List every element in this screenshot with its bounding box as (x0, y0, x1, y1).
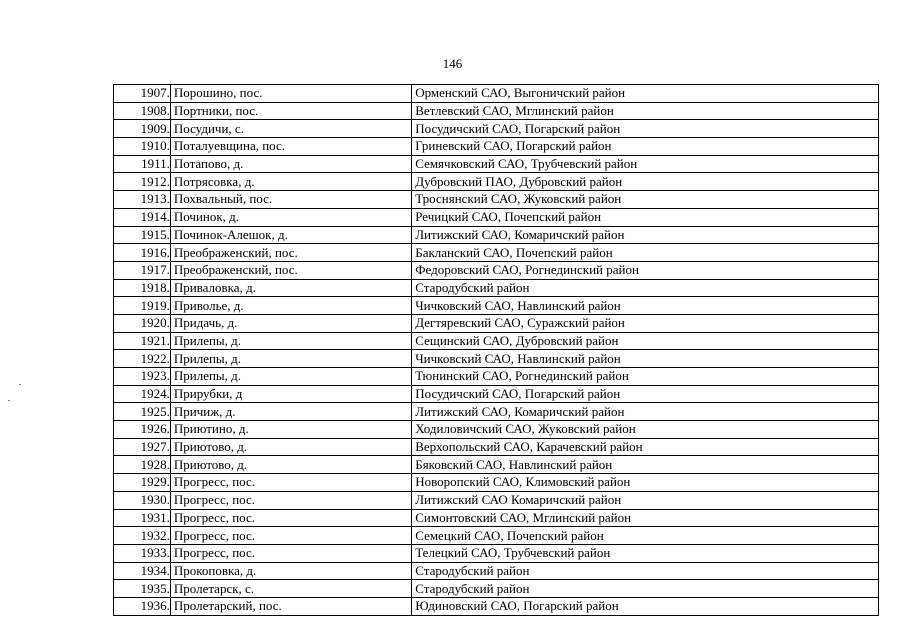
settlement-name: Приютово, д. (170, 438, 411, 456)
table-row (114, 403, 879, 421)
row-number: 1907. (114, 85, 171, 103)
table-row (114, 138, 879, 156)
row-number: 1934. (114, 562, 171, 580)
settlement-name: Прогресс, пос. (170, 491, 411, 509)
row-number: 1911. (114, 155, 171, 173)
settlement-name: Потрясовка, д. (170, 173, 411, 191)
district-name: Стародубский район (412, 279, 879, 297)
settlement-name: Приволье, д. (170, 297, 411, 315)
settlement-name: Придачь, д. (170, 314, 411, 332)
table-row (114, 297, 879, 315)
table-row (114, 421, 879, 439)
district-name: Симонтовский САО, Мглинский район (412, 509, 879, 527)
table-row (114, 562, 879, 580)
district-name: Стародубский район (412, 562, 879, 580)
row-number: 1935. (114, 580, 171, 598)
table-row (114, 208, 879, 226)
row-number: 1910. (114, 138, 171, 156)
district-name: Чичковский САО, Навлинский район (412, 297, 879, 315)
row-number: 1926. (114, 421, 171, 439)
row-number: 1908. (114, 102, 171, 120)
district-name: Юдиновский САО, Погарский район (412, 597, 879, 615)
row-number: 1925. (114, 403, 171, 421)
row-number: 1914. (114, 208, 171, 226)
settlement-name: Преображенский, пос. (170, 261, 411, 279)
settlement-name: Пролетарский, пос. (170, 597, 411, 615)
table-row (114, 544, 879, 562)
settlement-name: Преображенский, пос. (170, 244, 411, 262)
table-row (114, 332, 879, 350)
row-number: 1922. (114, 350, 171, 368)
district-name: Литижский САО, Комаричский район (412, 403, 879, 421)
table-row (114, 85, 879, 103)
table-row (114, 491, 879, 509)
district-name: Бяковский САО, Навлинский район (412, 456, 879, 474)
row-number: 1923. (114, 368, 171, 386)
row-number: 1936. (114, 597, 171, 615)
table-row (114, 244, 879, 262)
table-row (114, 314, 879, 332)
district-name: Семячковский САО, Трубчевский район (412, 155, 879, 173)
settlement-name: Причиж, д. (170, 403, 411, 421)
district-name: Верхопольский САО, Карачевский район (412, 438, 879, 456)
row-number: 1919. (114, 297, 171, 315)
settlement-name: Прогресс, пос. (170, 509, 411, 527)
scan-speck (19, 384, 21, 385)
settlements-table (113, 84, 879, 616)
row-number: 1933. (114, 544, 171, 562)
row-number: 1916. (114, 244, 171, 262)
row-number: 1928. (114, 456, 171, 474)
district-name: Посудичский САО, Погарский район (412, 385, 879, 403)
table-row (114, 350, 879, 368)
settlement-name: Посудичи, с. (170, 120, 411, 138)
table-row (114, 456, 879, 474)
settlement-name: Приютино, д. (170, 421, 411, 439)
row-number: 1915. (114, 226, 171, 244)
table-row (114, 261, 879, 279)
table-row (114, 368, 879, 386)
settlement-name: Прилепы, д. (170, 368, 411, 386)
settlement-name: Прогресс, пос. (170, 474, 411, 492)
table-row (114, 597, 879, 615)
row-number: 1930. (114, 491, 171, 509)
district-name: Тюнинский САО, Рогнединский район (412, 368, 879, 386)
table-row (114, 102, 879, 120)
row-number: 1909. (114, 120, 171, 138)
row-number: 1927. (114, 438, 171, 456)
district-name: Троснянский САО, Жуковский район (412, 191, 879, 209)
district-name: Посудичский САО, Погарский район (412, 120, 879, 138)
settlements-table-body (114, 85, 879, 616)
district-name: Дубровский ПАО, Дубровский район (412, 173, 879, 191)
district-name: Литижский САО Комаричский район (412, 491, 879, 509)
row-number: 1921. (114, 332, 171, 350)
table-row (114, 226, 879, 244)
district-name: Стародубский район (412, 580, 879, 598)
table-row (114, 580, 879, 598)
table-row (114, 279, 879, 297)
scan-speck (8, 400, 10, 401)
row-number: 1924. (114, 385, 171, 403)
district-name: Дегтяревский САО, Суражский район (412, 314, 879, 332)
district-name: Гриневский САО, Погарский район (412, 138, 879, 156)
district-name: Семецкий САО, Почепский район (412, 527, 879, 545)
settlement-name: Похвальный, пос. (170, 191, 411, 209)
district-name: Ветлевский САО, Мглинский район (412, 102, 879, 120)
district-name: Орменский САО, Выгоничский район (412, 85, 879, 103)
settlement-name: Починок-Алешок, д. (170, 226, 411, 244)
district-name: Федоровский САО, Рогнединский район (412, 261, 879, 279)
table-row (114, 120, 879, 138)
row-number: 1912. (114, 173, 171, 191)
district-name: Новоропский САО, Климовский район (412, 474, 879, 492)
settlement-name: Пролетарск, с. (170, 580, 411, 598)
row-number: 1929. (114, 474, 171, 492)
district-name: Телецкий САО, Трубчевский район (412, 544, 879, 562)
settlement-name: Прилепы, д. (170, 350, 411, 368)
settlement-name: Прилепы, д. (170, 332, 411, 350)
district-name: Бакланский САО, Почепский район (412, 244, 879, 262)
settlement-name: Портники, пос. (170, 102, 411, 120)
settlement-name: Поталуевщина, пос. (170, 138, 411, 156)
settlement-name: Прокоповка, д. (170, 562, 411, 580)
table-row (114, 173, 879, 191)
settlement-name: Прирубки, д (170, 385, 411, 403)
district-name: Чичковский САО, Навлинский район (412, 350, 879, 368)
table-row (114, 509, 879, 527)
settlement-name: Приваловка, д. (170, 279, 411, 297)
settlement-name: Прогресс, пос. (170, 527, 411, 545)
table-row (114, 191, 879, 209)
table-row (114, 438, 879, 456)
table-row (114, 474, 879, 492)
district-name: Литижский САО, Комаричский район (412, 226, 879, 244)
table-row (114, 155, 879, 173)
page-number: 146 (442, 56, 463, 71)
row-number: 1920. (114, 314, 171, 332)
row-number: 1932. (114, 527, 171, 545)
row-number: 1931. (114, 509, 171, 527)
district-name: Ходиловичский САО, Жуковский район (412, 421, 879, 439)
table-row (114, 527, 879, 545)
row-number: 1913. (114, 191, 171, 209)
settlement-name: Приютово, д. (170, 456, 411, 474)
district-name: Сещинский САО, Дубровский район (412, 332, 879, 350)
district-name: Речицкий САО, Почепский район (412, 208, 879, 226)
row-number: 1918. (114, 279, 171, 297)
settlement-name: Порошино, пос. (170, 85, 411, 103)
settlement-name: Прогресс, пос. (170, 544, 411, 562)
row-number: 1917. (114, 261, 171, 279)
settlement-name: Потапово, д. (170, 155, 411, 173)
table-row (114, 385, 879, 403)
settlement-name: Починок, д. (170, 208, 411, 226)
